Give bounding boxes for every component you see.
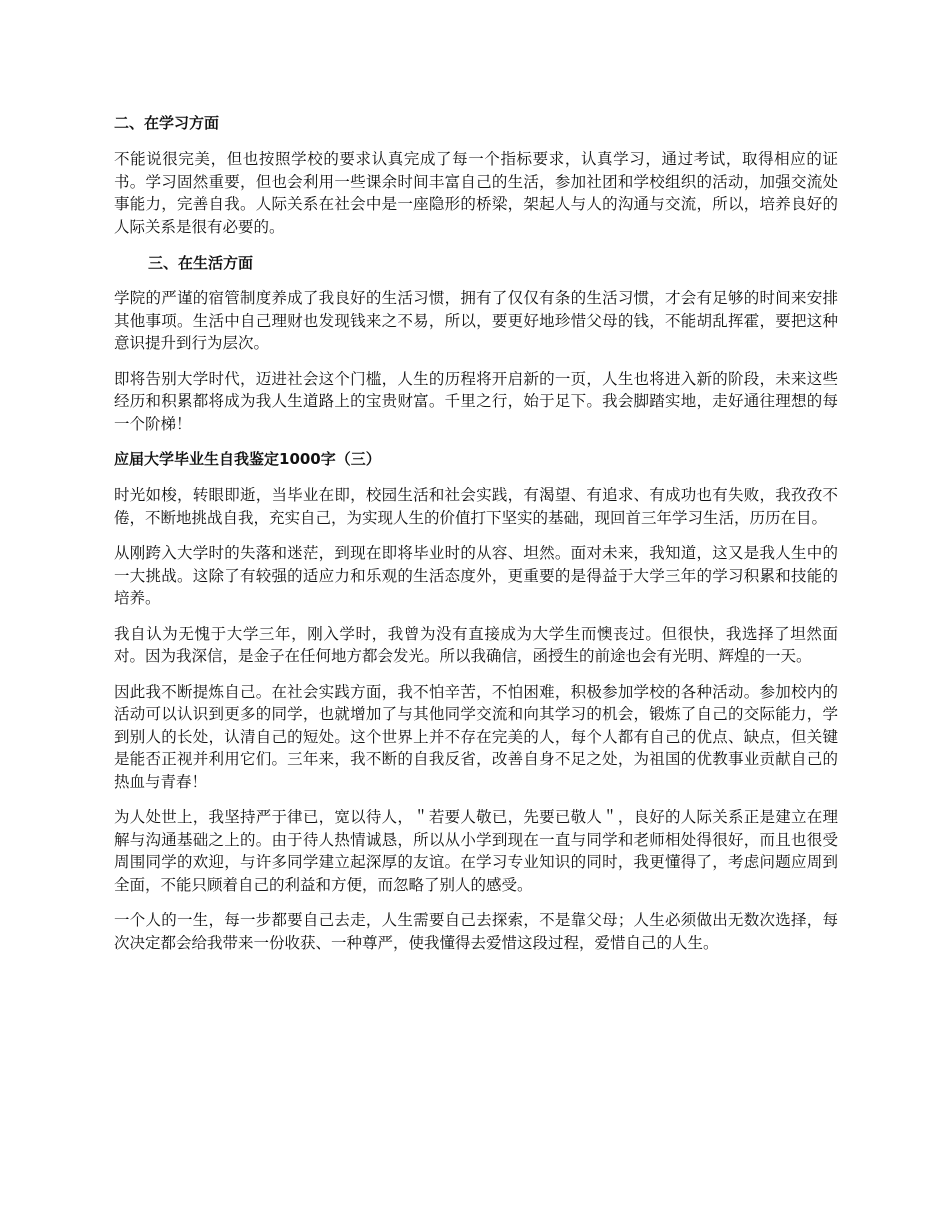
paragraph-farewell: 即将告别大学时代，迈进社会这个门槛，人生的历程将开启新的一页，人生也将进入新的阶段，未来这些经历和积累都将成为我人生道路上的宝贵财富。千里之行，始于足下。我会脚踏实地，走好通往理想的每一个阶梯！: [114, 369, 838, 433]
paragraph-study: 不能说很完美，但也按照学校的要求认真完成了每一个指标要求，认真学习，通过考试，取得相应的证书。学习固然重要，但也会利用一些课余时间丰富自己的生活，参加社团和学校组织的活动，加强交流处事能力，完善自我。人际关系在社会中是一座隐形的桥梁，架起人与人的沟通与交流，所以，培养良好的人际关系是很有必要的。: [114, 150, 838, 236]
section-heading-study: 二、在学习方面: [114, 114, 220, 132]
article-heading-3: 应届大学毕业生自我鉴定1000字（三）: [114, 450, 381, 468]
paragraph-article3-3: 我自认为无愧于大学三年，刚入学时，我曾为没有直接成为大学生而懊丧过。但很快，我选择了坦然面对。因为我深信，是金子在任何地方都会发光。所以我确信，函授生的前途也会有光明、辉煌的一天。: [114, 624, 838, 665]
paragraph-article3-6: 一个人的一生，每一步都要自己去走，人生需要自己去探索，不是靠父母；人生必须做出无数次选择，每次决定都会给我带来一份收获、一种尊严，使我懂得去爱惜这段过程，爱惜自己的人生。: [114, 911, 838, 952]
paragraph-article3-1: 时光如梭，转眼即逝，当毕业在即，校园生活和社会实践，有渴望、有追求、有成功也有失败，我孜孜不倦，不断地挑战自我，充实自己，为实现人生的价值打下坚实的基础，现回首三年学习生活，历历在目。: [114, 486, 838, 527]
document-page: [114, 112, 838, 967]
paragraph-article3-4: 因此我不断提炼自己。在社会实践方面，我不怕辛苦，不怕困难，积极参加学校的各种活动。参加校内的活动可以认识到更多的同学，也就增加了与其他同学交流和向其学习的机会，锻炼了自己的交际能力，学到别人的长处，认清自己的短处。这个世界上并不存在完美的人，每个人都有自己的优点、缺点，但关键是能否正视并利用它们。三年来，我不断的自我反省，改善自身不足之处，为祖国的优教事业贡献自己的热血与青春！: [114, 682, 838, 791]
paragraph-article3-5: 为人处世上，我坚持严于律已，宽以待人，＂若要人敬已，先要已敬人＂，良好的人际关系正是建立在理解与沟通基础之上的。由于待人热情诚恳，所以从小学到现在一直与同学和老师相处得很好，而且也很受周围同学的欢迎，与许多同学建立起深厚的友谊。在学习专业知识的同时，我更懂得了，考虑问题应周到全面，不能只顾着自己的利益和方便，而忽略了别人的感受。: [114, 808, 838, 894]
section-heading-life: 三、在生活方面: [148, 254, 254, 272]
paragraph-life: 学院的严谨的宿管制度养成了我良好的生活习惯，拥有了仅仅有条的生活习惯，才会有足够的时间来安排其他事项。生活中自己理财也发现钱来之不易，所以，要更好地珍惜父母的钱，不能胡乱挥霍，要把这种意识提升到行为层次。: [114, 289, 838, 352]
paragraph-article3-2: 从刚跨入大学时的失落和迷茫，到现在即将毕业时的从容、坦然。面对未来，我知道，这又是我人生中的一大挑战。这除了有较强的适应力和乐观的生活态度外，更重要的是得益于大学三年的学习积累和技能的培养。: [114, 544, 838, 607]
